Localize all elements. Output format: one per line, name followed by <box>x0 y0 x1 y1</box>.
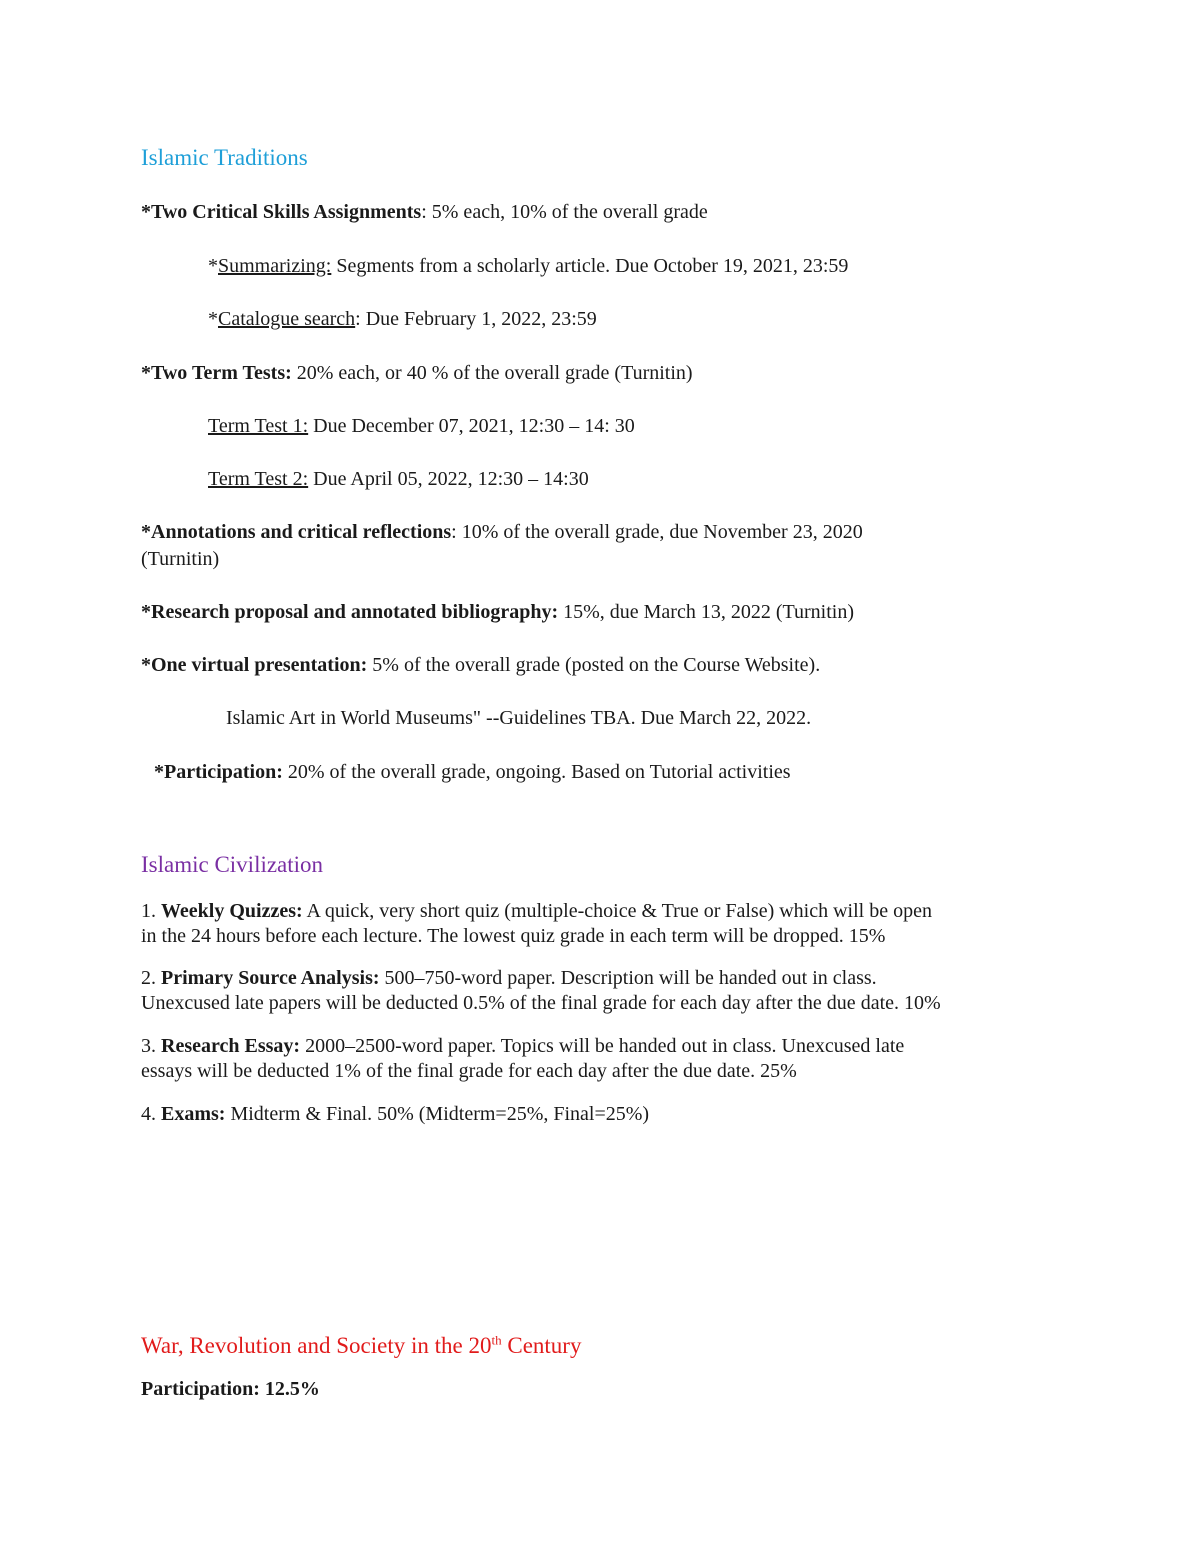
civ-item-4-number: 4. <box>141 1103 161 1125</box>
participation-text: 20% of the overall grade, ongoing. Based on Tutorial activities <box>282 761 791 783</box>
civ-item-1-text: A quick, very short quiz (multiple-choice & True or False) which will be open <box>302 900 932 922</box>
annotations-text: : 10% of the overall grade, due November 23, 2020 <box>451 521 863 543</box>
research-proposal-line <box>141 599 854 625</box>
critical-skills-label: *Two Critical Skills Assignments <box>141 201 422 223</box>
war-participation-line <box>141 1376 320 1402</box>
summarizing-text: Segments from a scholarly article. Due October 19, 2021, 23:59 <box>331 255 849 277</box>
critical-skills-text: : 5% each, 10% of the overall grade <box>421 201 708 223</box>
term-tests-label: *Two Term Tests: <box>141 362 292 384</box>
civ-item-1-number: 1. <box>141 900 161 922</box>
civ-item-1-line-1 <box>141 898 932 924</box>
participation-line <box>154 759 791 785</box>
section-heading-islamic-traditions: Islamic Traditions <box>141 145 308 170</box>
research-proposal-label: *Research proposal and annotated bibliography: <box>141 601 559 623</box>
section-heading-war-revolution <box>141 1331 581 1361</box>
catalogue-line <box>208 306 597 332</box>
annotations-line-2: (Turnitin) <box>141 548 220 570</box>
participation-label: *Participation: <box>154 761 283 783</box>
research-proposal-text: 15%, due March 13, 2022 (Turnitin) <box>558 601 855 623</box>
civ-item-3-line-2: essays will be deducted 1% of the final grade for each day after the due date. 25% <box>141 1060 797 1082</box>
presentation-text: 5% of the overall grade (posted on the Course Website). <box>367 654 821 676</box>
term-test-1-line <box>208 413 635 439</box>
civ-item-1-line-2: in the 24 hours before each lecture. The lowest quiz grade in each term will be dropped. 15% <box>141 925 886 947</box>
catalogue-star: * <box>208 308 218 330</box>
civ-item-2-label: Primary Source Analysis: <box>161 967 380 989</box>
catalogue-label: Catalogue search <box>218 308 356 330</box>
term-test-2-label: Term Test 2: <box>208 468 309 490</box>
term-tests-text: 20% each, or 40 % of the overall grade (Turnitin) <box>291 362 693 384</box>
term-test-2-text: Due April 05, 2022, 12:30 – 14:30 <box>308 468 589 490</box>
presentation-line <box>141 652 820 678</box>
summarizing-line <box>208 253 848 279</box>
civ-item-4-line-1 <box>141 1101 649 1127</box>
civ-item-2-text: 500–750-word paper. Description will be handed out in class. <box>379 967 877 989</box>
presentation-label: *One virtual presentation: <box>141 654 368 676</box>
annotations-label: *Annotations and critical reflections <box>141 521 452 543</box>
civ-item-4-label: Exams: <box>161 1103 226 1125</box>
war-heading-superscript: th <box>491 1332 502 1348</box>
civ-item-3-line-1 <box>141 1033 904 1059</box>
section-heading-islamic-civilization: Islamic Civilization <box>141 852 324 877</box>
summarizing-star: * <box>208 255 218 277</box>
civ-item-3-number: 3. <box>141 1035 161 1057</box>
critical-skills-line <box>141 199 708 225</box>
catalogue-text: : Due February 1, 2022, 23:59 <box>355 308 597 330</box>
term-test-1-text: Due December 07, 2021, 12:30 – 14: 30 <box>308 415 635 437</box>
term-test-2-line <box>208 466 589 492</box>
war-heading-text: War, Revolution and Society in the 20 <box>141 1333 492 1358</box>
summarizing-label: Summarizing: <box>218 255 332 277</box>
war-heading-suffix: Century <box>501 1333 582 1358</box>
civ-item-2-line-2: Unexcused late papers will be deducted 0.5% of the final grade for each day after the due date. 10% <box>141 992 941 1014</box>
term-test-1-label: Term Test 1: <box>208 415 309 437</box>
museums-line: Islamic Art in World Museums" --Guidelines TBA. Due March 22, 2022. <box>226 707 812 729</box>
term-tests-line <box>141 360 693 386</box>
civ-item-2-number: 2. <box>141 967 161 989</box>
civ-item-2-line-1 <box>141 965 877 991</box>
civ-item-4-text: Midterm & Final. 50% (Midterm=25%, Final=25%) <box>225 1103 650 1125</box>
civ-item-3-label: Research Essay: <box>161 1035 301 1057</box>
civ-item-1-label: Weekly Quizzes: <box>161 900 303 922</box>
civ-item-3-text: 2000–2500-word paper. Topics will be handed out in class. Unexcused late <box>300 1035 905 1057</box>
annotations-line <box>141 519 863 545</box>
war-participation-label: Participation: 12.5% <box>141 1378 320 1400</box>
